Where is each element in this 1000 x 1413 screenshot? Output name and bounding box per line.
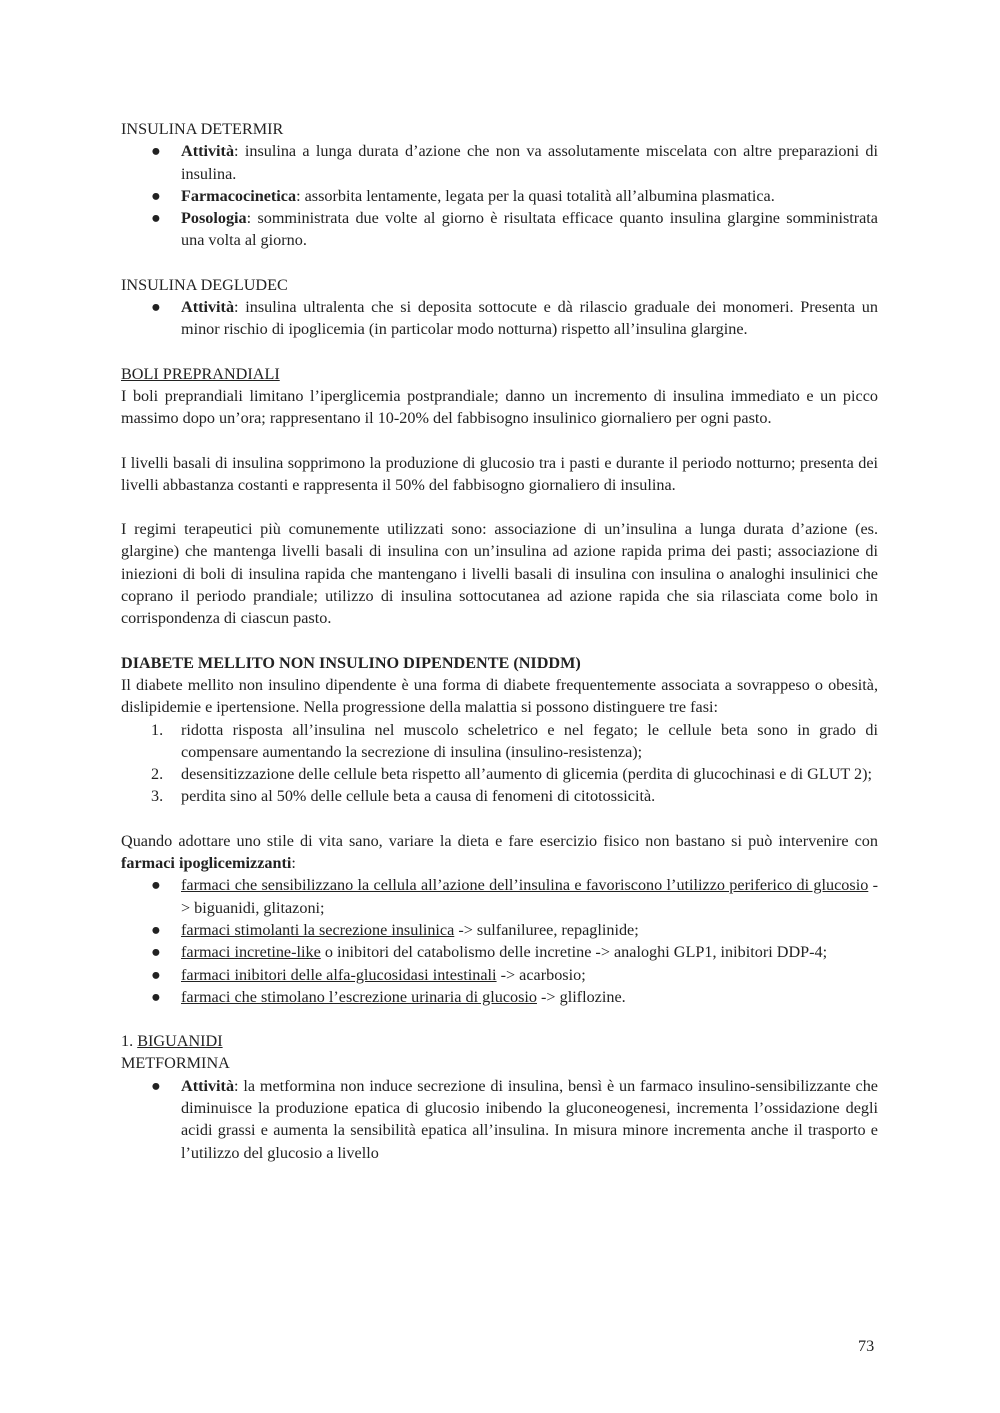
list-item [121, 874, 878, 919]
degludec-list [121, 296, 878, 341]
subsection-title-metformina: METFORMINA [121, 1054, 230, 1073]
section-title-biguanidi [121, 1030, 878, 1052]
list-item [121, 140, 878, 185]
item-label: Attività [181, 1076, 235, 1095]
paragraph: I livelli basali di insulina sopprimono la produzione di glucosio tra i pasti e durante il periodo notturno; presenta dei livelli abbastanza costanti e rappresenta il 50% del fabbisogno giornaliero di insulina. [121, 453, 878, 494]
drug-class: farmaci stimolanti la secrezione insulinica [181, 920, 455, 939]
bold-term: farmaci ipoglicemizzanti [121, 854, 292, 873]
list-number: 1. [151, 720, 164, 739]
paragraph-text: Quando adottare uno stile di vita sano, variare la dieta e fare esercizio fisico non bastano si può intervenire con [121, 831, 878, 850]
item-label: Attività [181, 298, 235, 317]
bullet-icon: ● [151, 920, 161, 939]
item-text: : somministrata due volte al giorno è risultata efficace quanto insulina glargine somministrata una volta al giorno. [181, 209, 878, 250]
list-item [121, 941, 878, 963]
determir-list [121, 140, 878, 251]
drug-class: farmaci che stimolano l’escrezione urinaria di glucosio [181, 987, 537, 1006]
section-title-text: BIGUANIDI [137, 1032, 223, 1051]
phases-list [121, 719, 878, 808]
bullet-icon: ● [151, 987, 161, 1006]
section-number: 1. [121, 1032, 138, 1051]
list-number: 2. [151, 765, 164, 784]
list-item [121, 1075, 878, 1164]
metformina-list [121, 1075, 878, 1164]
paragraph: Il diabete mellito non insulino dipendente è una forma di diabete frequentemente associata a sovrappeso o obesità, dislipidemie e ipertensione. Nella progressione della malattia si possono distinguere tre fasi: [121, 675, 878, 717]
item-text: perdita sino al 50% delle cellule beta a causa di fenomeni di citotossicità. [181, 787, 656, 806]
list-number: 3. [151, 787, 164, 806]
item-label: Farmacocinetica [181, 186, 297, 205]
bullet-icon: ● [151, 1076, 161, 1095]
paragraph [121, 830, 878, 875]
bullet-icon: ● [151, 943, 161, 962]
item-text: -> gliflozine. [536, 987, 626, 1006]
item-label: Attività [181, 142, 235, 161]
item-text: -> biguanidi, glitazoni; [181, 876, 878, 917]
bullet-icon: ● [151, 298, 161, 317]
section-title-boli: BOLI PREPRANDIALI [121, 364, 280, 383]
item-text: : insulina a lunga durata d’azione che non va assolutamente miscelata con altre preparazioni di insulina. [181, 142, 878, 183]
item-text: : assorbita lentamente, legata per la quasi totalità all’albumina plasmatica. [296, 186, 775, 205]
drug-class: farmaci incretine-like [181, 943, 321, 962]
bullet-icon: ● [151, 186, 161, 205]
item-label: Posologia [181, 209, 247, 228]
paragraph: I regimi terapeutici più comunemente utilizzati sono: associazione di un’insulina a lunga durata d’azione (es. glargine) che mantenga livelli basali di insulina con un’insulina ad azione rapida prima dei pasti; associazione di iniezioni di boli di insulina rapida che mantengano i livelli basali di insulina con insulina o analoghi insulinici che coprano il periodo prandiale; utilizzo di insulina sottocutanea ad azione rapida che sia rilasciata come bolo in corrispondenza di ciascun pasto. [121, 520, 878, 628]
list-item [121, 763, 878, 785]
section-title-determir: INSULINA DETERMIR [121, 120, 284, 138]
bullet-icon: ● [151, 142, 161, 161]
list-item [121, 296, 878, 341]
list-item [121, 185, 878, 207]
paragraph-text: : [291, 854, 296, 873]
bullet-icon: ● [151, 965, 161, 984]
item-text: o inibitori del catabolismo delle incretine -> analoghi GLP1, inibitori DDP-4; [320, 943, 828, 962]
drugs-list [121, 874, 878, 1008]
item-text: : la metformina non induce secrezione di insulina, bensì è un farmaco insulino-sensibilizzante che diminuisce la produzione epatica di glucosio inibendo la gluconeogenesi, incrementa l’ossidazione degli acidi grassi e aumenta la sensibilità epatica all’insulina. In misura minore incrementa anche il trasporto e l’utilizzo del glucosio a livello [181, 1076, 878, 1162]
bullet-icon: ● [151, 876, 161, 895]
page-content [121, 118, 878, 1164]
list-item [121, 207, 878, 252]
bullet-icon: ● [151, 209, 161, 228]
item-text: -> sulfaniluree, repaglinide; [454, 920, 639, 939]
drug-class: farmaci che sensibilizzano la cellula all’azione dell’insulina e favoriscono l’utilizzo periferico di glucosio [181, 876, 869, 895]
list-item [121, 986, 878, 1008]
list-item [121, 919, 878, 941]
list-item [121, 964, 878, 986]
item-text: -> acarbosio; [496, 965, 586, 984]
drug-class: farmaci inibitori delle alfa-glucosidasi intestinali [181, 965, 497, 984]
section-title-niddm: DIABETE MELLITO NON INSULINO DIPENDENTE (NIDDM) [121, 653, 581, 672]
page-number: 73 [858, 1337, 875, 1355]
list-item [121, 785, 878, 807]
item-text: desensitizzazione delle cellule beta rispetto all’aumento di glicemia (perdita di glucochinasi e di GLUT 2); [181, 765, 873, 784]
item-text: ridotta risposta all’insulina nel muscolo scheletrico e nel fegato; le cellule beta sono in grado di compensare aumentando la secrezione di insulina (insulino-resistenza); [181, 720, 878, 761]
section-title-degludec: INSULINA DEGLUDEC [121, 275, 288, 294]
item-text: : insulina ultralenta che si deposita sottocute e dà rilascio graduale dei monomeri. Presenta un minor rischio di ipoglicemia (in particolar modo notturna) rispetto all’insulina glargine. [181, 298, 878, 339]
paragraph: I boli preprandiali limitano l’iperglicemia postprandiale; danno un incremento di insulina immediato e un picco massimo dopo un’ora; rappresentano il 10-20% del fabbisogno insulinico giornaliero per ogni pasto. [121, 386, 878, 428]
list-item [121, 719, 878, 764]
